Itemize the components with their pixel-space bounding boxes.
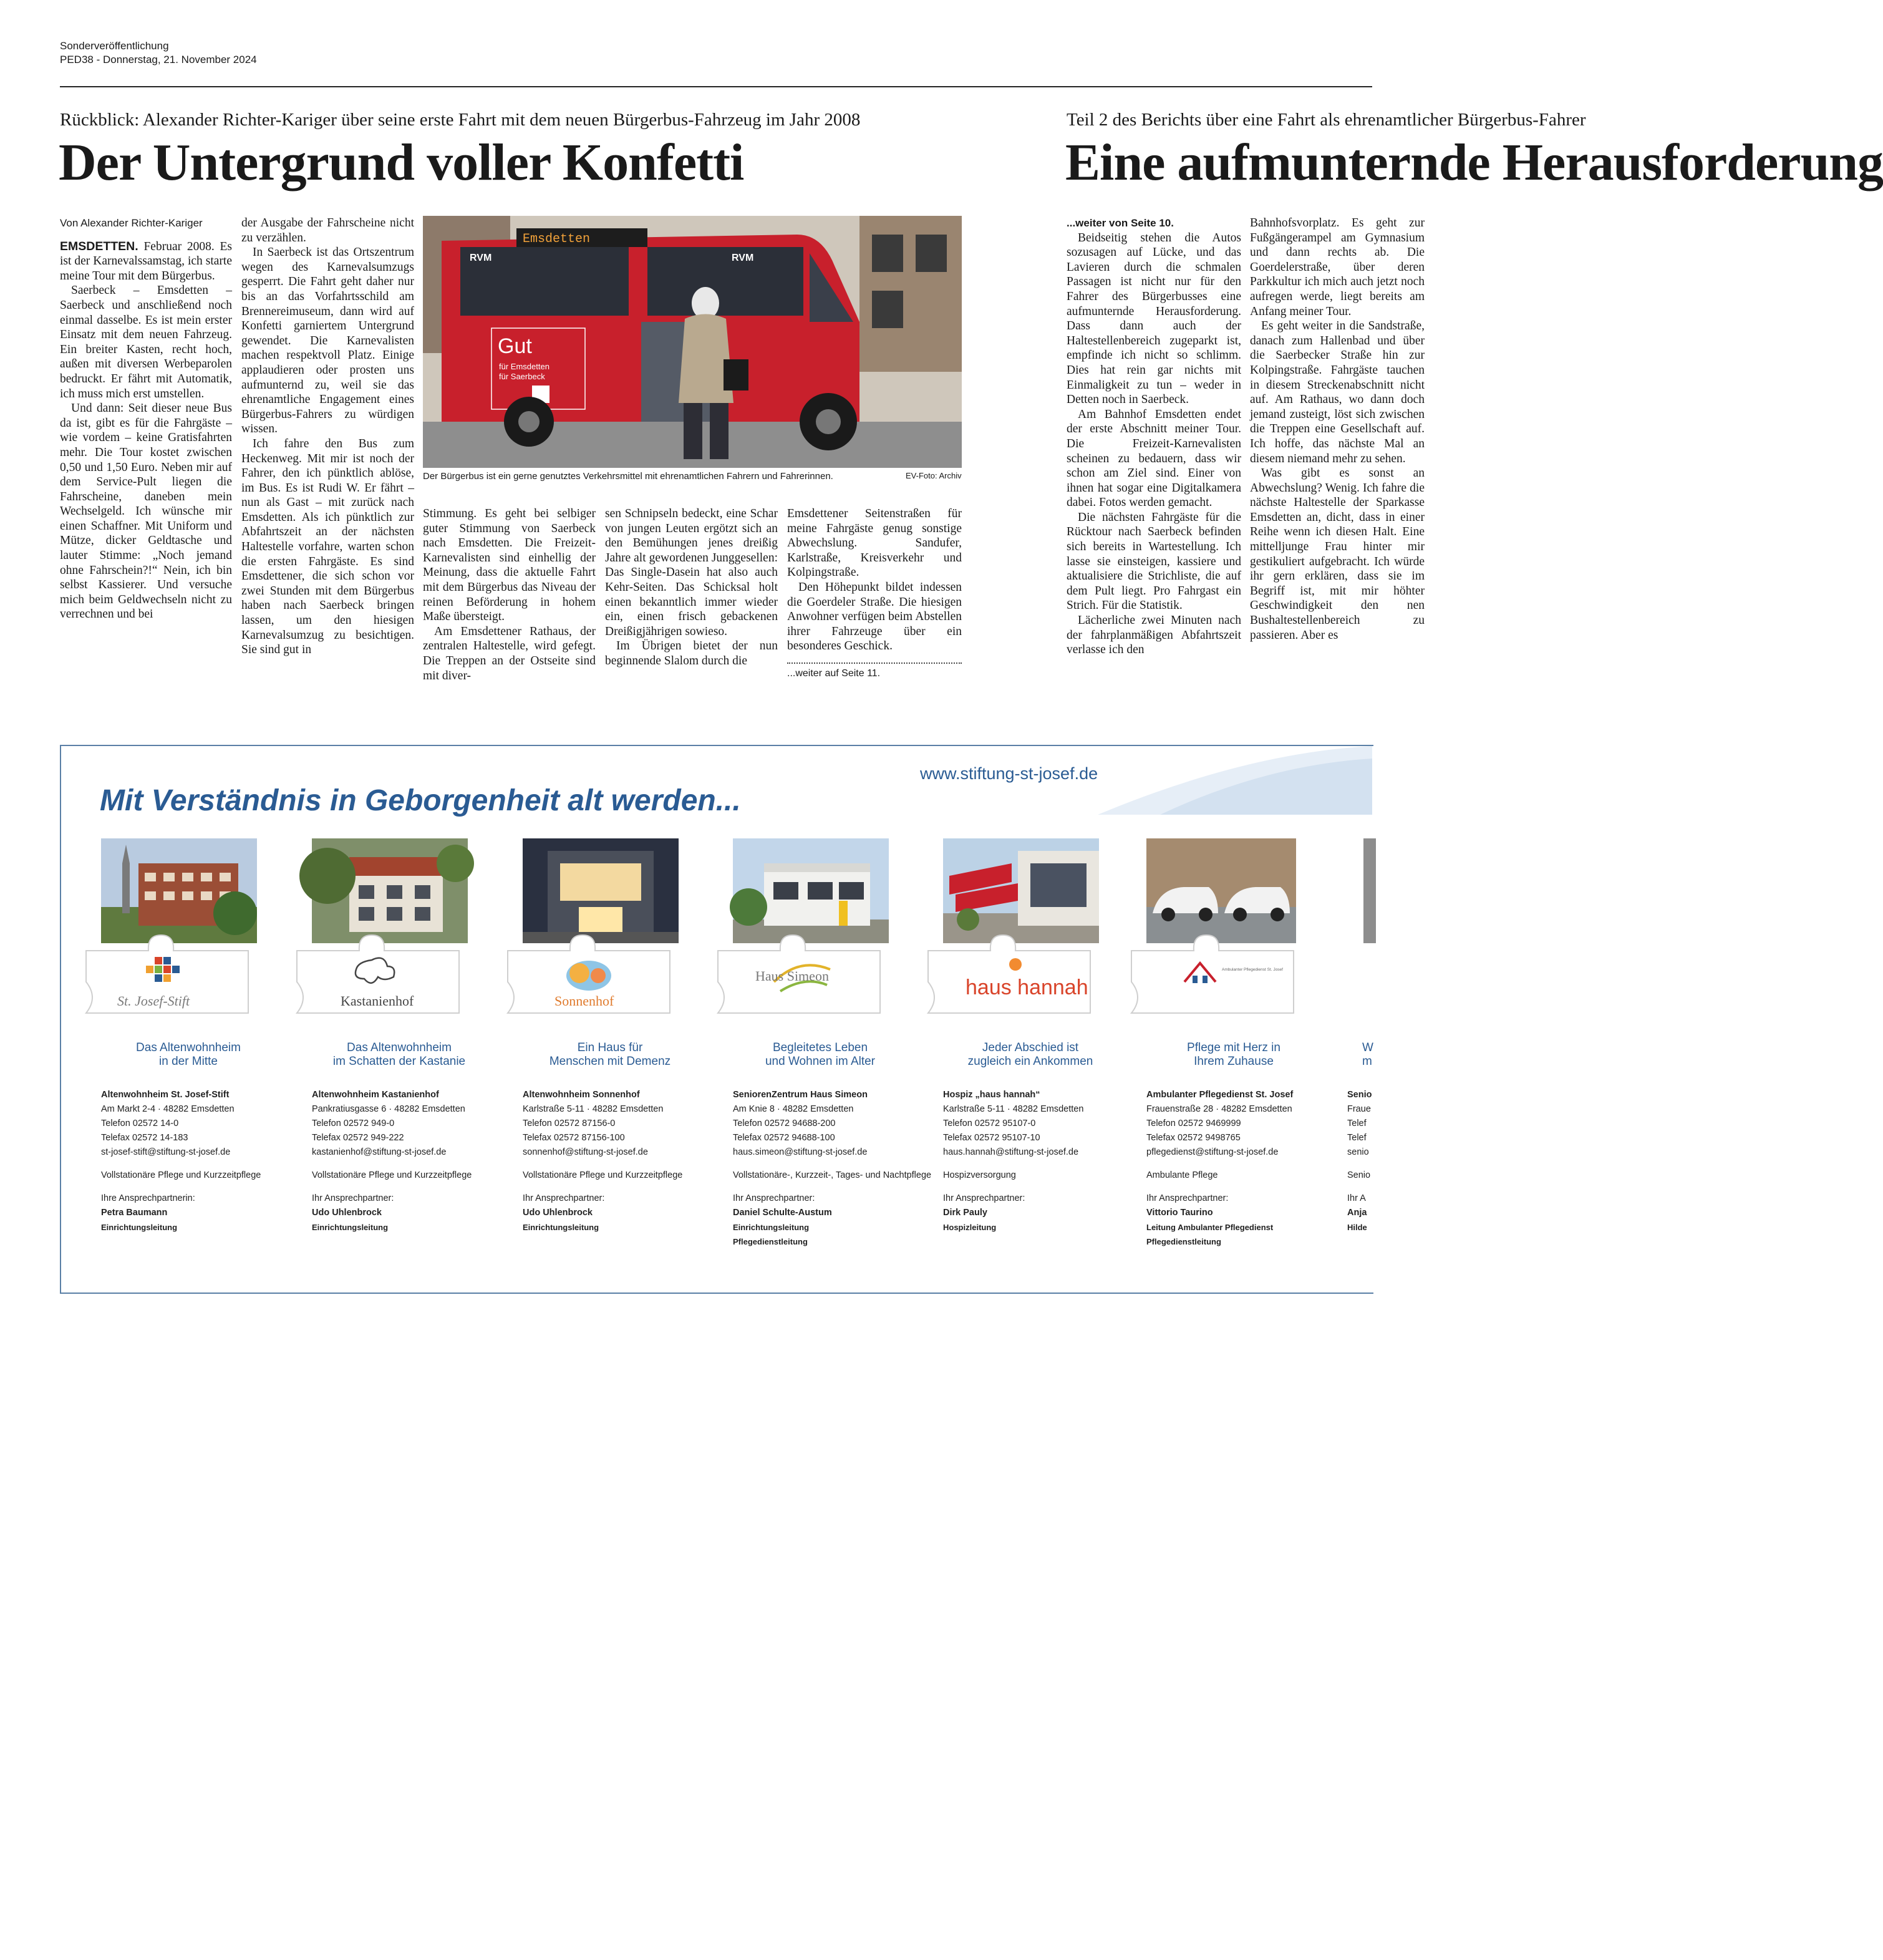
facility-info: Altenwohnheim Sonnenhof Karlstraße 5-11 · 48282 Emsdetten Telefon 02572 87156-0 Telefax 02572 87156-100 sonnenhof@stiftung-st-josef.de Vollstationäre Pflege und Kurzzeitpflege Ihr Ansprechpartner: Udo Uhlenbrock Einrichtungsleitung: [523, 1088, 722, 1235]
facility-info: Ambulanter Pflegedienst St. Josef Frauenstraße 28 · 48282 Emsdetten Telefon 02572 9469999 Telefax 02572 9498765 pflegedienst@stiftung-st-josef.de Ambulante Pflege Ihr Ansprechpartner: Vittorio Taurino Leitung Ambulanter Pflegedienst Pflegedienstleitung: [1146, 1088, 1346, 1249]
article1-column-5: [787, 507, 962, 681]
paragraph: Es geht weiter in die Sandstraße, danach zum Hallenbad und über die Saerbecker Straße hin zur Kolpingstraße. Fahrgäste tauchen in diesem Streckenabschnitt nicht auf. Am Rathaus, wo dann doch jemand zusteigt, löst sich zwischen die Treppen eine Gesellschaft auf. Ich hoffe, das nächste Mal an diesem niemand mehr zu sehen.: [1250, 319, 1425, 465]
paragraph: Februar 2008. Es ist der Karnevalssamstag, ich starte meine Tour mit dem Bürgerbus.: [60, 240, 232, 283]
puzzle-logo: [1119, 932, 1306, 1019]
photo-credit: EV-Foto: Archiv: [906, 471, 962, 480]
article2-column-1: [1067, 216, 1241, 657]
facility-tagline: Ein Haus für Menschen mit Demenz: [549, 1041, 671, 1068]
facility-info: Senio Fraue Telef Telef senio Senio Ihr A Anja Hilde: [1347, 1090, 1372, 1232]
puzzle-logo: [916, 932, 1103, 1019]
article1-headline: Der Untergrund voller Konfetti: [59, 133, 744, 192]
header-rule: [60, 86, 1372, 87]
bus-slogan-line: für Saerbeck: [499, 372, 545, 381]
paragraph: Den Höhepunkt bildet indessen die Goerdeler Straße. Die hiesigen Anwohner verfügen beim Abstellen ihrer Fahrzeuge über ein besonderes Geschick.: [787, 580, 962, 653]
facility-info: Altenwohnheim Kastanienhof Pankratiusgasse 6 · 48282 Emsdetten Telefon 02572 949-0 Telefax 02572 949-222 kastanienhof@stiftung-st-josef.de Vollstationäre Pflege und Kurzzeitpflege Ihr Ansprechpartner: Udo Uhlenbrock Einrichtungsleitung: [312, 1088, 511, 1235]
swoosh-decoration: [1060, 746, 1372, 815]
facility-7-clip: [1347, 838, 1372, 1275]
facility-tagline: W m: [1362, 1041, 1373, 1068]
paragraph: der Ausgabe der Fahrscheine nicht zu verzählen.: [241, 216, 414, 245]
paragraph: Was gibt es sonst an Abwechslung? Wenig. Ich fahre die nächste Haltestelle der Sparkasse Emsdetten an, dicht, dass in einer Reihe wenn ich diesen Halt. Eine mittelljunge Frau hinter mir gestikuliert aufgebracht. Ich würde ihr gern erklären, dass sie im Begriff ist, mit mir höhter Geschwindigkeit den nen Bushaltestellenbereich zu passieren. Aber es: [1250, 467, 1425, 642]
paragraph: Am Bahnhof Emsdetten endet der erste Abschnitt meiner Tour. Die Freizeit-Karnevalisten scheinen zu bedauern, dass wir schon am Ziel sind. Einer von ihnen hat sogar eine Digitalkamera dabei. Fotos werden gemacht.: [1067, 407, 1241, 510]
article1-column-3: [423, 507, 596, 683]
puzzle-logo: [495, 932, 682, 1019]
facility-info: SeniorenZentrum Haus Simeon Am Knie 8 · 48282 Emsdetten Telefon 02572 94688-200 Telefax 02572 94688-100 haus.simeon@stiftung-st-josef.de Vollstationäre-, Kurzzeit-, Tages- und Nachtpflege Ihr Ansprechpartner: Daniel Schulte-Austum Einrichtungsleitung Pflegedienstleitung: [733, 1090, 932, 1246]
ad-slogan: Mit Verständnis in Geborgenheit alt werden...: [100, 784, 741, 817]
facility-tagline: Das Altenwohnheim im Schatten der Kastanie: [332, 1041, 466, 1068]
facility-tagline: Begleitetes Leben und Wohnen im Alter: [765, 1041, 876, 1068]
continuation-note: ...weiter auf Seite 11.: [787, 667, 881, 679]
paragraph: Stimmung. Es geht bei selbiger guter Stimmung von Saerbeck nach Emsdetten. Die Freizeit-Karnevalisten sind einhellig der Meinung, dass die aktuelle Fahrt mit dem Bürgerbus das Niveau der reinen Beförderung in hohem Maße übersteigt.: [423, 507, 596, 624]
facility-info: Hospiz „haus hannah“ Karlstraße 5-11 · 48282 Emsdetten Telefon 02572 95107-0 Telefax 02572 95107-10 haus.hannah@stiftung-st-josef.de Hospizversorgung Ihr Ansprechpartner: Dirk Pauly Hospizleitung: [943, 1088, 1143, 1235]
photo-caption: Der Bürgerbus ist ein gerne genutztes Verkehrsmittel mit ehrenamtlichen Fahrern und Fahrerinnen.: [423, 471, 833, 482]
paragraph: In Saerbeck ist das Ortszentrum wegen des Karnevalsumzugs gesperrt. Die Fahrt geht daher nur bis an das Vorfahrtsschild am Brennereimuseum, dann wird auf Konfetti garniertem Untergrund gewendet. Die Karnevalisten machen respektvoll Platz. Einige applaudieren oder prosten uns aufmunternd zu, weil sie das ehrenamtliche Engagement eines Bürgerbus-Fahrers zu würdigen wissen.: [241, 246, 414, 436]
byline: Von Alexander Richter-Kariger: [60, 217, 203, 229]
facility-info: Altenwohnheim St. Josef-Stift Am Markt 2-4 · 48282 Emsdetten Telefon 02572 14-0 Telefax 02572 14-183 st-josef-stift@stiftung-st-josef.de Vollstationäre Pflege und Kurzzeitpflege Ihre Ansprechpartnerin: Petra Baumann Einrichtungsleitung: [101, 1088, 301, 1235]
facility-email[interactable]: pflegedienst@stiftung-st-josef.de: [1146, 1147, 1279, 1157]
facility-tagline: Jeder Abschied ist zugleich ein Ankommen: [967, 1041, 1093, 1068]
bus-destination-display: Emsdetten: [523, 232, 591, 246]
facility-logo-text: Sonnenhof: [554, 993, 614, 1009]
article2-kicker: Teil 2 des Berichts über eine Fahrt als ehrenamtlicher Bürgerbus-Fahrer: [1067, 110, 1586, 130]
bus-brand-label: RVM: [732, 253, 754, 263]
paragraph: sen Schnipseln bedeckt, eine Schar von jungen Leuten ergötzt sich an den Bemühungen jenes dreißig Jahre alt gewordenen Junggesellen: Das Single-Dasein hat also auch Kehr-Seiten. Das Schicksal holt einen bekanntlich immer wieder ein, einen frisch gebackenen Dreißigjährigen sowieso.: [605, 507, 778, 638]
facility-email[interactable]: st-josef-stift@stiftung-st-josef.de: [101, 1147, 231, 1157]
facility-photo: [943, 838, 1099, 943]
ad-website[interactable]: www.stiftung-st-josef.de: [920, 764, 1098, 783]
bus-brand-label: RVM: [470, 253, 492, 263]
puzzle-logo: [74, 932, 261, 1019]
paragraph: Emsdettener Seitenstraßen für meine Fahrgäste genug sonstige Abwechslung. Sandufer, Karlstraße, Kreisverkehr und Kolpingstraße.: [787, 507, 962, 580]
paragraph: Am Emsdettener Rathaus, der zentralen Haltestelle, wird gefegt. Die Treppen an der Ostseite sind mit diver-: [423, 624, 596, 682]
article1-column-1: [60, 216, 232, 622]
puzzle-logo: [284, 932, 472, 1019]
puzzle-logo: [705, 932, 893, 1019]
facility-photo: [733, 838, 889, 943]
facility-photo: [101, 838, 257, 943]
bus-slogan: Gut: [498, 334, 532, 358]
facility-email[interactable]: kastanienhof@stiftung-st-josef.de: [312, 1147, 447, 1157]
article2-clip: [1065, 106, 1883, 705]
facility-email[interactable]: sonnenhof@stiftung-st-josef.de: [523, 1147, 648, 1157]
paragraph: Saerbeck – Emsdetten – Saerbeck und anschließend noch einmal dasselbe. Es ist mein erster Einsatz mit dem neuen Fahrzeug. Ein breiter Kasten, recht hoch, außen mit diversen Werbeparolen bedruckt. Er fährt mit Automatik, ich muss mich erst umstellen.: [60, 284, 232, 400]
paragraph: Beidseitig stehen die Autos sozusagen auf Lücke, und das Lavieren durch die schmalen Passagen ist nicht nur für den Fahrer des Bürgerbusses eine aufmunternde Herausforderung. Dass dann auch der Haltestellenbereich zugeparkt ist, empfinde ich nicht so schlimm. Dies hat rein gar nichts mit Einmaligkeit zu tun – weder in Detten noch in Saerbeck.: [1067, 231, 1241, 407]
article1-column-4: [605, 507, 778, 669]
facility-photo: [1363, 838, 1376, 943]
article2-column-2: [1250, 216, 1425, 643]
bus-slogan-line: für Emsdetten: [499, 362, 549, 371]
facility-photo: [312, 838, 468, 943]
dateline: EMSDETTEN.: [60, 239, 138, 253]
facility-photo: [523, 838, 679, 943]
article1-column-2: [241, 216, 414, 657]
continuation-divider: [787, 662, 962, 664]
facility-logo-text: Ambulanter Pflegedienst St. Josef: [1222, 968, 1283, 972]
paragraph: Die nächsten Fahrgäste für die Rücktour nach Saerbeck befinden sich bereits in Wartestellung. Ich lasse sie einsteigen, kassiere und aktualisiere die Strichliste, die auf dem Pult liegt. Pro Fahrgast ein Strich. Für die Statistik.: [1067, 510, 1241, 613]
facility-logo-text: Kastanienhof: [341, 993, 414, 1009]
section-label: Sonderveröffentlichung: [60, 40, 169, 52]
bus-photo: [423, 216, 962, 468]
facility-logo-text: St. Josef-Stift: [117, 993, 190, 1009]
continued-from-note: ...weiter von Seite 10.: [1067, 217, 1174, 229]
facility-photo: [1146, 838, 1296, 943]
facility-email[interactable]: haus.hannah@stiftung-st-josef.de: [943, 1147, 1079, 1157]
paragraph: Lächerliche zwei Minuten nach der fahrplanmäßigen Abfahrtszeit verlasse ich den: [1067, 614, 1241, 657]
paragraph: Und dann: Seit dieser neue Bus da ist, gibt es für die Fahrgäste – wie vordem – keine Gratisfahrten mehr. Die Tour kostet zwischen 0,50 und 1,50 Euro. Neben mir auf dem Service-Pult liegen die Fahrscheine, daneben mein Wechselgeld. Ich wünsche mir einen Schaffner. Mit Uniform und Mütze, dicker Geldtasche und lauter Stimme: „Noch jemand ohne Fahrschein?!“ Nein, ich bin selbst Kassierer. Und versuche mich beim Geldwechseln nicht zu verrechnen und bei: [60, 402, 232, 621]
facility-logo-text: Haus Simeon: [755, 968, 829, 984]
facility-tagline: Das Altenwohnheim in der Mitte: [136, 1041, 241, 1068]
facility-logo-text: haus hannah: [966, 976, 1088, 999]
facility-tagline: Pflege mit Herz in Ihrem Zuhause: [1187, 1041, 1280, 1068]
article2-headline: Eine aufmunternde Herausforderung: [1065, 133, 1883, 192]
heart-dot-logo-icon: [1009, 958, 1022, 971]
paragraph: Im Übrigen bietet der nun beginnende Slalom durch die: [605, 639, 778, 667]
bus-photo-illustration: [423, 216, 962, 468]
paragraph: Bahnhofsvorplatz. Es geht zur Fußgängerampel am Gymnasium und dann rechts ab. Die Goerdelerstraße, über deren Parkkultur ich mich auch jetzt noch aufregen werde, liegt bereits am Anfang meiner Tour.: [1250, 216, 1425, 318]
facility-email[interactable]: haus.simeon@stiftung-st-josef.de: [733, 1147, 868, 1157]
article1-kicker: Rückblick: Alexander Richter-Kariger über seine erste Fahrt mit dem neuen Bürgerbus-Fahrzeug im Jahr 2008: [60, 110, 861, 130]
paragraph: Ich fahre den Bus zum Heckenweg. Mit mir ist noch der Fahrer, den ich pünktlich ablöse, im Bus. Es ist Rudi W. Er fährt – nun als Gast – mit zurück nach Emsdetten. Als ich pünktlich zur Abfahrtszeit an der nächsten Haltestelle vorfahre, warten schon die ersten Fahrgäste. Es sind Emsdettener, die sich schon vor zwei Stunden mit dem Bürgerbus haben nach Saerbeck bringen lassen, um den hiesigen Karnevalsumzug zu besichtigen. Sie sind gut in: [241, 437, 414, 657]
issue-line: PED38 - Donnerstag, 21. November 2024: [60, 54, 257, 65]
